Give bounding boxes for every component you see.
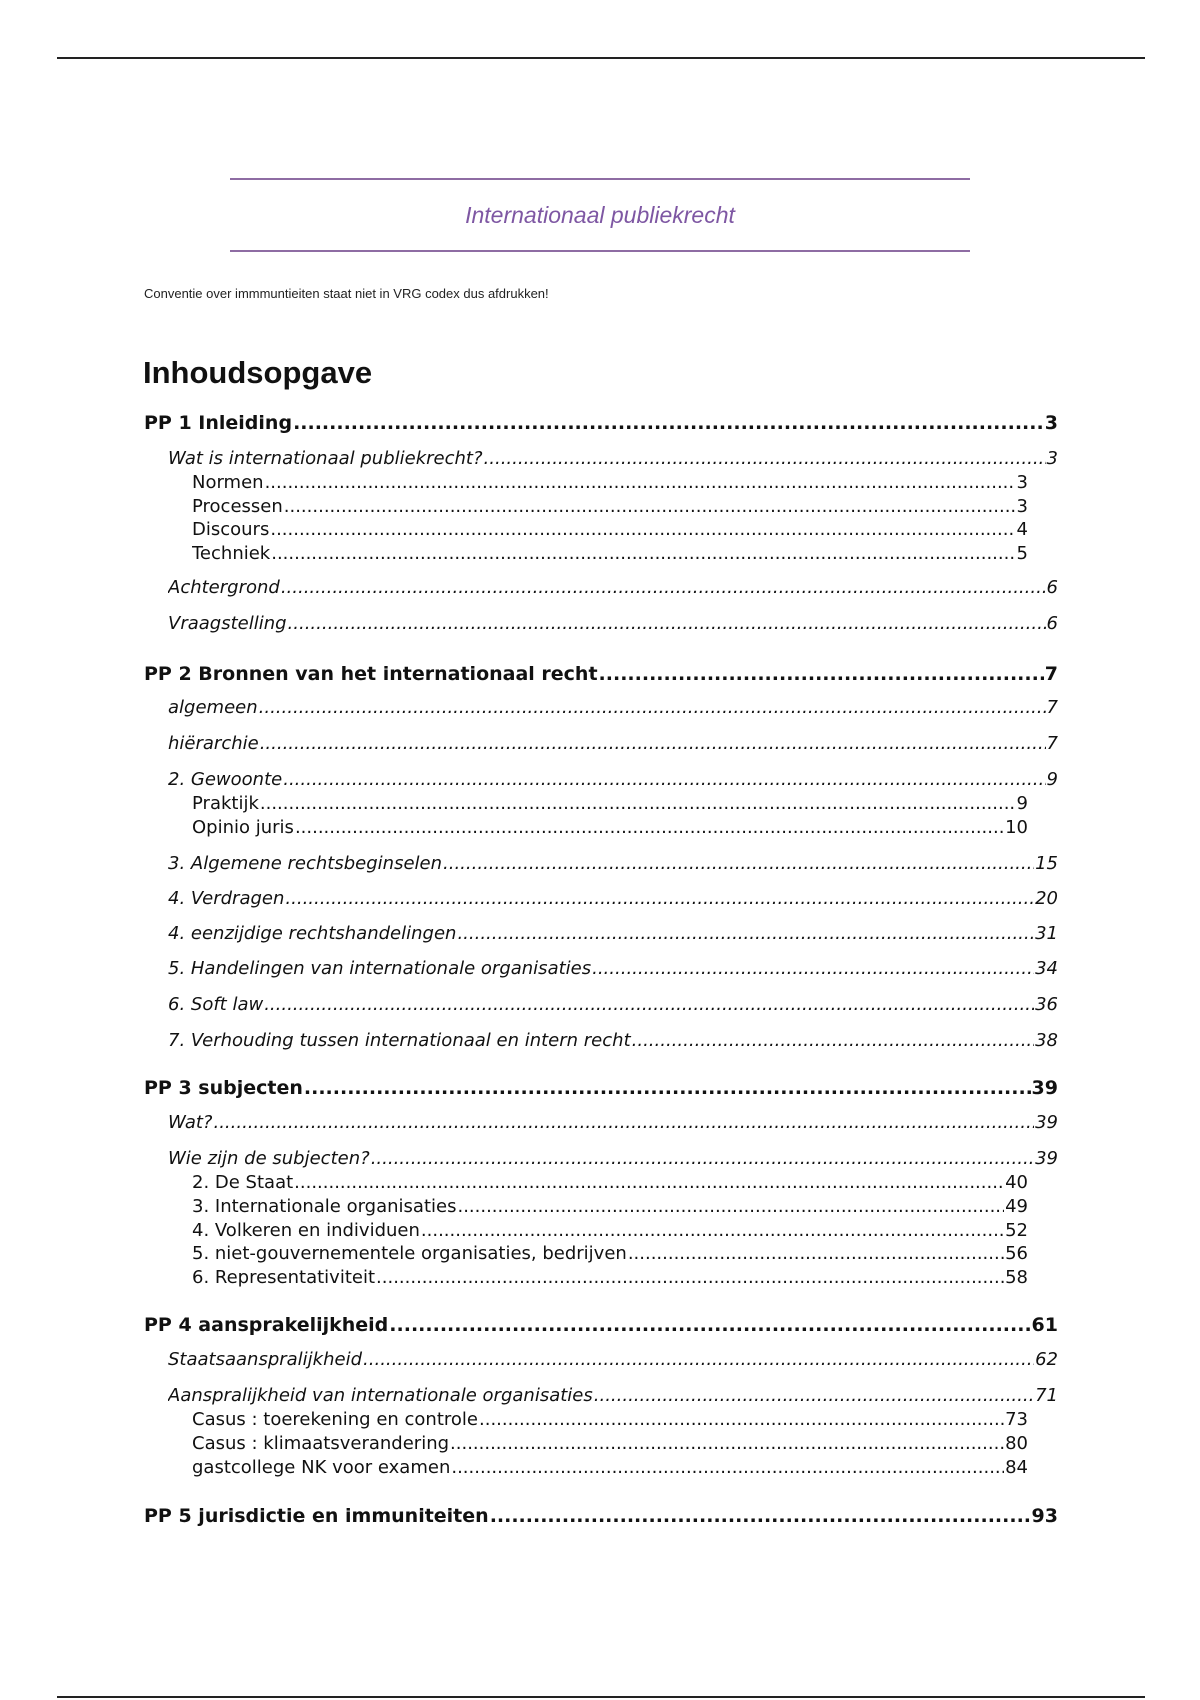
toc-entry-page-number: 71: [1035, 1385, 1058, 1406]
toc-entry-title: 5. Handelingen van internationale organisaties: [168, 958, 592, 979]
toc-entry-title: 2. De Staat: [192, 1172, 294, 1193]
toc-entry-level-2[interactable]: [168, 577, 1058, 598]
toc-entry-title: Processen: [192, 496, 283, 517]
toc-dot-leader: [628, 1243, 1004, 1264]
document-title: Internationaal publiekrecht: [465, 202, 735, 228]
toc-entry-title: Wat?: [168, 1112, 213, 1133]
toc-entry-page-number: 7: [1046, 733, 1058, 754]
toc-entry-page-number: 10: [1005, 817, 1028, 838]
toc-entry-level-1[interactable]: [144, 1077, 1058, 1099]
toc-entry-title: Wat is internationaal publiekrecht?: [168, 448, 483, 469]
toc-entry-page-number: 20: [1035, 888, 1058, 909]
toc-heading: Inhoudsopgave: [143, 355, 373, 390]
toc-entry-level-3[interactable]: [192, 1433, 1028, 1454]
toc-dot-leader: [294, 1172, 1004, 1193]
toc-dot-leader: [443, 853, 1034, 874]
toc-entry-title: Casus : toerekening en controle: [192, 1409, 478, 1430]
toc-dot-leader: [213, 1112, 1034, 1133]
toc-entry-page-number: 7: [1046, 697, 1058, 718]
toc-entry-level-1[interactable]: [144, 1505, 1058, 1527]
toc-entry-level-3[interactable]: [192, 543, 1028, 564]
toc-entry-page-number: 9: [1016, 793, 1028, 814]
toc-entry-page-number: 93: [1031, 1505, 1058, 1527]
toc-entry-title: PP 1 Inleiding: [144, 412, 293, 434]
toc-entry-page-number: 3: [1016, 496, 1028, 517]
toc-entry-page-number: 36: [1035, 994, 1058, 1015]
toc-entry-title: gastcollege NK voor examen: [192, 1457, 451, 1478]
toc-entry-page-number: 3: [1044, 412, 1058, 434]
toc-entry-page-number: 39: [1035, 1112, 1058, 1133]
toc-dot-leader: [421, 1220, 1004, 1241]
toc-entry-page-number: 3: [1016, 472, 1028, 493]
title-rule-bottom: [230, 250, 970, 252]
toc-dot-leader: [479, 1409, 1004, 1430]
toc-entry-title: Vraagstelling: [168, 613, 287, 634]
toc-entry-page-number: 31: [1035, 923, 1058, 944]
toc-entry-page-number: 84: [1005, 1457, 1028, 1478]
toc-entry-title: Achtergrond: [168, 577, 280, 598]
toc-entry-level-3[interactable]: [192, 1457, 1028, 1478]
toc-entry-title: algemeen: [168, 697, 258, 718]
toc-dot-leader: [271, 543, 1015, 564]
toc-entry-title: PP 3 subjecten: [144, 1077, 303, 1099]
toc-entry-page-number: 6: [1046, 577, 1058, 598]
toc-dot-leader: [389, 1314, 1030, 1336]
toc-entry-page-number: 56: [1005, 1243, 1028, 1264]
toc-dot-leader: [288, 613, 1046, 634]
toc-entry-level-3[interactable]: [192, 1220, 1028, 1241]
toc-dot-leader: [283, 769, 1045, 790]
toc-entry-level-2[interactable]: [168, 1148, 1058, 1169]
toc-entry-title: Discours: [192, 519, 270, 540]
toc-entry-level-2[interactable]: [168, 994, 1058, 1015]
toc-entry-title: 4. Verdragen: [168, 888, 285, 909]
toc-entry-level-2[interactable]: [168, 1030, 1058, 1051]
toc-entry-level-3[interactable]: [192, 1243, 1028, 1264]
toc-entry-level-3[interactable]: [192, 496, 1028, 517]
toc-entry-level-3[interactable]: [192, 1172, 1028, 1193]
toc-dot-leader: [281, 577, 1046, 598]
toc-entry-page-number: 6: [1046, 613, 1058, 634]
toc-entry-page-number: 39: [1035, 1148, 1058, 1169]
toc-entry-level-2[interactable]: [168, 448, 1058, 469]
toc-entry-level-3[interactable]: [192, 519, 1028, 540]
toc-dot-leader: [295, 817, 1004, 838]
toc-dot-leader: [371, 1148, 1034, 1169]
toc-entry-level-2[interactable]: [168, 613, 1058, 634]
toc-dot-leader: [270, 519, 1015, 540]
toc-entry-level-2[interactable]: [168, 733, 1058, 754]
toc-entry-title: PP 2 Bronnen van het internationaal recht: [144, 663, 598, 685]
footer-rule: [57, 1696, 1145, 1698]
toc-dot-leader: [376, 1267, 1004, 1288]
toc-entry-page-number: 73: [1005, 1409, 1028, 1430]
toc-entry-title: Staatsaanspralijkheid: [168, 1349, 363, 1370]
toc-entry-page-number: 49: [1005, 1196, 1028, 1217]
toc-entry-level-2[interactable]: [168, 697, 1058, 718]
toc-entry-level-2[interactable]: [168, 853, 1058, 874]
toc-entry-level-3[interactable]: [192, 1409, 1028, 1430]
toc-entry-page-number: 3: [1046, 448, 1058, 469]
toc-entry-title: 6. Soft law: [168, 994, 264, 1015]
toc-dot-leader: [599, 663, 1044, 685]
toc-entry-title: PP 4 aansprakelijkheid: [144, 1314, 389, 1336]
toc-entry-title: 3. Internationale organisaties: [192, 1196, 457, 1217]
toc-entry-title: 2. Gewoonte: [168, 769, 283, 790]
toc-entry-page-number: 52: [1005, 1220, 1028, 1241]
toc-entry-level-2[interactable]: [168, 1349, 1058, 1370]
toc-dot-leader: [264, 994, 1034, 1015]
toc-entry-title: Normen: [192, 472, 264, 493]
toc-entry-title: 4. Volkeren en individuen: [192, 1220, 420, 1241]
toc-entry-title: 3. Algemene rechtsbeginselen: [168, 853, 443, 874]
toc-dot-leader: [304, 1077, 1031, 1099]
toc-entry-level-3[interactable]: [192, 472, 1028, 493]
toc-dot-leader: [592, 958, 1034, 979]
toc-entry-page-number: 62: [1035, 1349, 1058, 1370]
toc-dot-leader: [285, 888, 1034, 909]
toc-entry-level-2[interactable]: [168, 769, 1058, 790]
toc-entry-page-number: 80: [1005, 1433, 1028, 1454]
toc-entry-title: 6. Representativiteit: [192, 1267, 376, 1288]
title-block: [230, 178, 970, 252]
toc-entry-title: hiërarchie: [168, 733, 259, 754]
toc-dot-leader: [265, 472, 1016, 493]
toc-entry-title: 5. niet-gouvernementele organisaties, bedrijven: [192, 1243, 627, 1264]
print-note: Conventie over immmuntieiten staat niet in VRG codex dus afdrukken!: [144, 286, 549, 301]
toc-entry-title: Casus : klimaatsverandering: [192, 1433, 450, 1454]
toc-entry-level-1[interactable]: [144, 1314, 1058, 1336]
toc-entry-title: 7. Verhouding tussen internationaal en intern recht: [168, 1030, 631, 1051]
toc-dot-leader: [293, 412, 1044, 434]
toc-entry-page-number: 9: [1046, 769, 1058, 790]
toc-dot-leader: [490, 1505, 1031, 1527]
toc-dot-leader: [259, 697, 1046, 718]
toc-entry-level-1[interactable]: [144, 663, 1058, 685]
toc-entry-level-2[interactable]: [168, 1385, 1058, 1406]
toc-entry-level-3[interactable]: [192, 817, 1028, 838]
toc-entry-page-number: 4: [1016, 519, 1028, 540]
toc-entry-page-number: 34: [1035, 958, 1058, 979]
toc-entry-title: Praktijk: [192, 793, 259, 814]
toc-entry-level-2[interactable]: [168, 923, 1058, 944]
toc-entry-level-3[interactable]: [192, 793, 1028, 814]
toc-dot-leader: [484, 448, 1046, 469]
toc-entry-page-number: 15: [1035, 853, 1058, 874]
toc-entry-title: Opinio juris: [192, 817, 294, 838]
toc-entry-title: PP 5 jurisdictie en immuniteiten: [144, 1505, 489, 1527]
toc-entry-title: Wie zijn de subjecten?: [168, 1148, 370, 1169]
toc-entry-level-3[interactable]: [192, 1267, 1028, 1288]
toc-entry-title: Techniek: [192, 543, 271, 564]
toc-entry-level-1[interactable]: [144, 412, 1058, 434]
toc-entry-page-number: 58: [1005, 1267, 1028, 1288]
toc-dot-leader: [284, 496, 1016, 517]
toc-dot-leader: [632, 1030, 1034, 1051]
toc-entry-page-number: 5: [1016, 543, 1028, 564]
toc-dot-leader: [451, 1457, 1004, 1478]
toc-entry-level-2[interactable]: [168, 958, 1058, 979]
toc-entry-level-2[interactable]: [168, 888, 1058, 909]
toc-dot-leader: [363, 1349, 1034, 1370]
toc-entry-title: Aanspralijkheid van internationale organisaties: [168, 1385, 593, 1406]
toc-entry-page-number: 38: [1035, 1030, 1058, 1051]
toc-dot-leader: [594, 1385, 1034, 1406]
toc-dot-leader: [260, 733, 1046, 754]
toc-entry-level-2[interactable]: [168, 1112, 1058, 1133]
toc-entry-page-number: 40: [1005, 1172, 1028, 1193]
toc-entry-title: 4. eenzijdige rechtshandelingen: [168, 923, 457, 944]
toc-entry-page-number: 61: [1031, 1314, 1058, 1336]
toc-dot-leader: [450, 1433, 1004, 1454]
toc-entry-page-number: 7: [1044, 663, 1058, 685]
toc-dot-leader: [260, 793, 1016, 814]
toc-dot-leader: [457, 1196, 1004, 1217]
toc-dot-leader: [457, 923, 1034, 944]
toc-entry-level-3[interactable]: [192, 1196, 1028, 1217]
header-rule: [57, 57, 1145, 59]
toc-entry-page-number: 39: [1031, 1077, 1058, 1099]
